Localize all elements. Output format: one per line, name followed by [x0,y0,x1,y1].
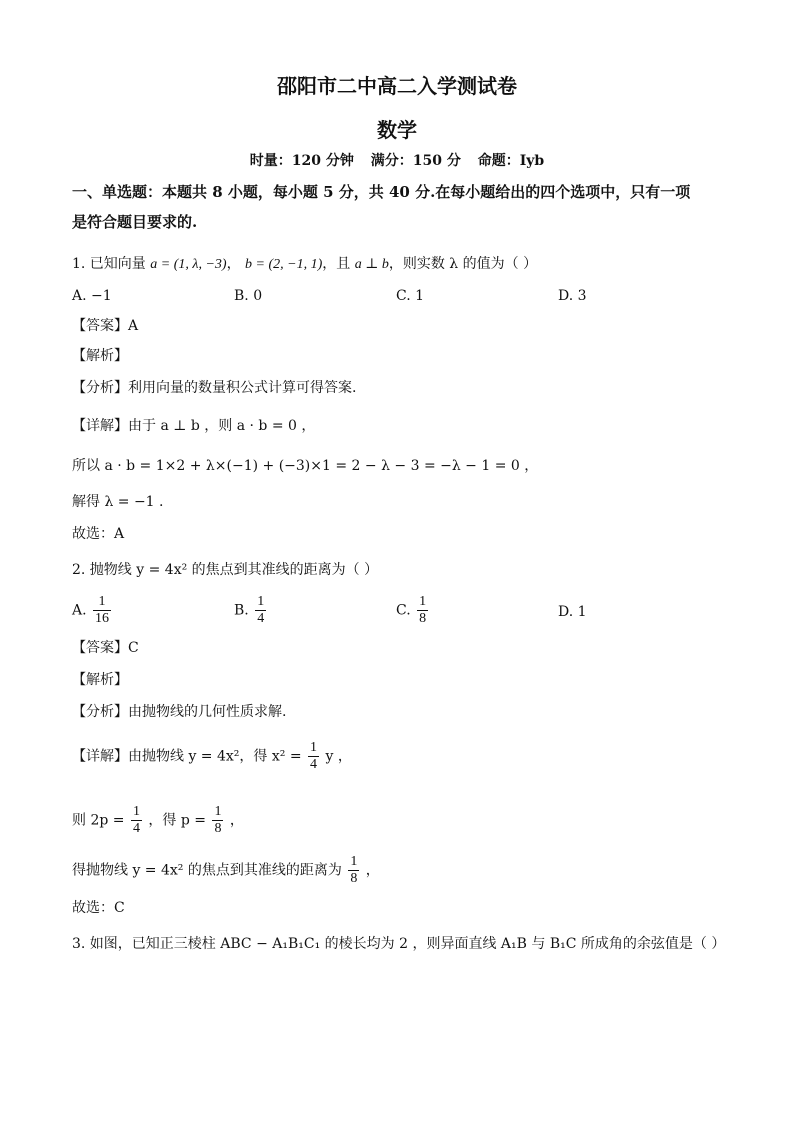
exam-author: 命题：Iyb [477,153,545,169]
q2-choice: 故选：C [72,900,125,916]
q1-stem: 1. 已知向量 a = (1, λ, −3)， b = (2, −1, 1)，且 a ⊥ b，则实数 λ 的值为（ ） [72,256,538,272]
q2-detail-fraction: $\frac{1}{4}$ [310,740,317,772]
q2-stem: 2. 抛物线 y = 4x² 的焦点到其准线的距离为（ ） [72,562,379,578]
q1-option-c: C. 1 [396,288,425,304]
q1-choice: 故选：A [72,526,125,542]
q2-option-c-fraction: $\frac{1}{8}$ [419,594,427,626]
section-heading-line1: 一、单选题：本题共 8 小题，每小题 5 分，共 40 分.在每小题给出的四个选项中，只有一项 [72,183,691,201]
q2-option-b: B. $\frac{1}{4}$ [234,594,265,626]
q2-work-fraction-1: $\frac{1}{4}$ [132,804,140,836]
q3-stem: 3. 如图，已知正三棱柱 ABC − A₁B₁C₁ 的棱长均为 2 ，则异面直线 A₁B 与 B₁C 所成角的余弦值是（ ） [72,936,726,952]
subject-title: 数学 [377,118,417,142]
q1-option-b: B. 0 [234,288,263,304]
section-heading-line2: 是符合题目要求的. [72,213,198,231]
q1-work-line2: 解得 λ = −1 . [72,494,164,510]
q2-work-fraction-2: $\frac{1}{8}$ [214,804,222,836]
q2-option-d: D. 1 [558,604,587,620]
q2-option-c: C. $\frac{1}{8}$ [396,594,427,626]
q1-option-a: A. −1 [72,288,112,304]
q2-work-fraction-3: $\frac{1}{8}$ [350,854,358,886]
q2-work-line2: 得抛物线 y = 4x² 的焦点到其准线的距离为 $\frac{1}{8}$ ， [72,854,380,886]
q1-vector-a: a = (1, λ, −3) [150,257,227,272]
q2-option-a-fraction: $\frac{1}{16}$ [95,594,110,626]
q1-perp: a ⊥ b [354,257,389,272]
q2-option-b-fraction: $\frac{1}{4}$ [257,594,265,626]
q2-option-a: A. $\frac{1}{16}$ [72,594,110,626]
q1-detail: 【详解】由于 a ⊥ b ，则 a · b = 0 ， [72,418,316,434]
q1-vector-b: b = (2, −1, 1) [245,257,323,272]
q1-fenxi: 【分析】利用向量的数量积公式计算可得答案. [72,380,357,396]
q1-work-line1: 所以 a · b = 1×2 + λ×(−1) + (−3)×1 = 2 − λ − 3 = −λ − 1 = 0 ， [72,458,539,474]
q1-analysis-label: 【解析】 [72,348,128,364]
exam-title: 邵阳市二中高二入学测试卷 [277,74,517,98]
q2-analysis-label: 【解析】 [72,672,128,688]
q2-work-line1: 则 2p = $\frac{1}{4}$ ，得 p = $\frac{1}{8}$ ， [72,804,244,836]
exam-time: 时量：120 分钟 [249,153,354,169]
q2-fenxi: 【分析】由抛物线的几何性质求解. [72,704,287,720]
exam-score: 满分：150 分 [370,153,461,169]
q1-option-d: D. 3 [558,288,587,304]
q1-answer: 【答案】A [72,318,139,334]
q2-answer: 【答案】C [72,640,139,656]
q2-detail: 【详解】由抛物线 y = 4x²，得 x² = $\frac{1}{4}$ y ， [72,740,352,772]
exam-meta [0,150,794,170]
